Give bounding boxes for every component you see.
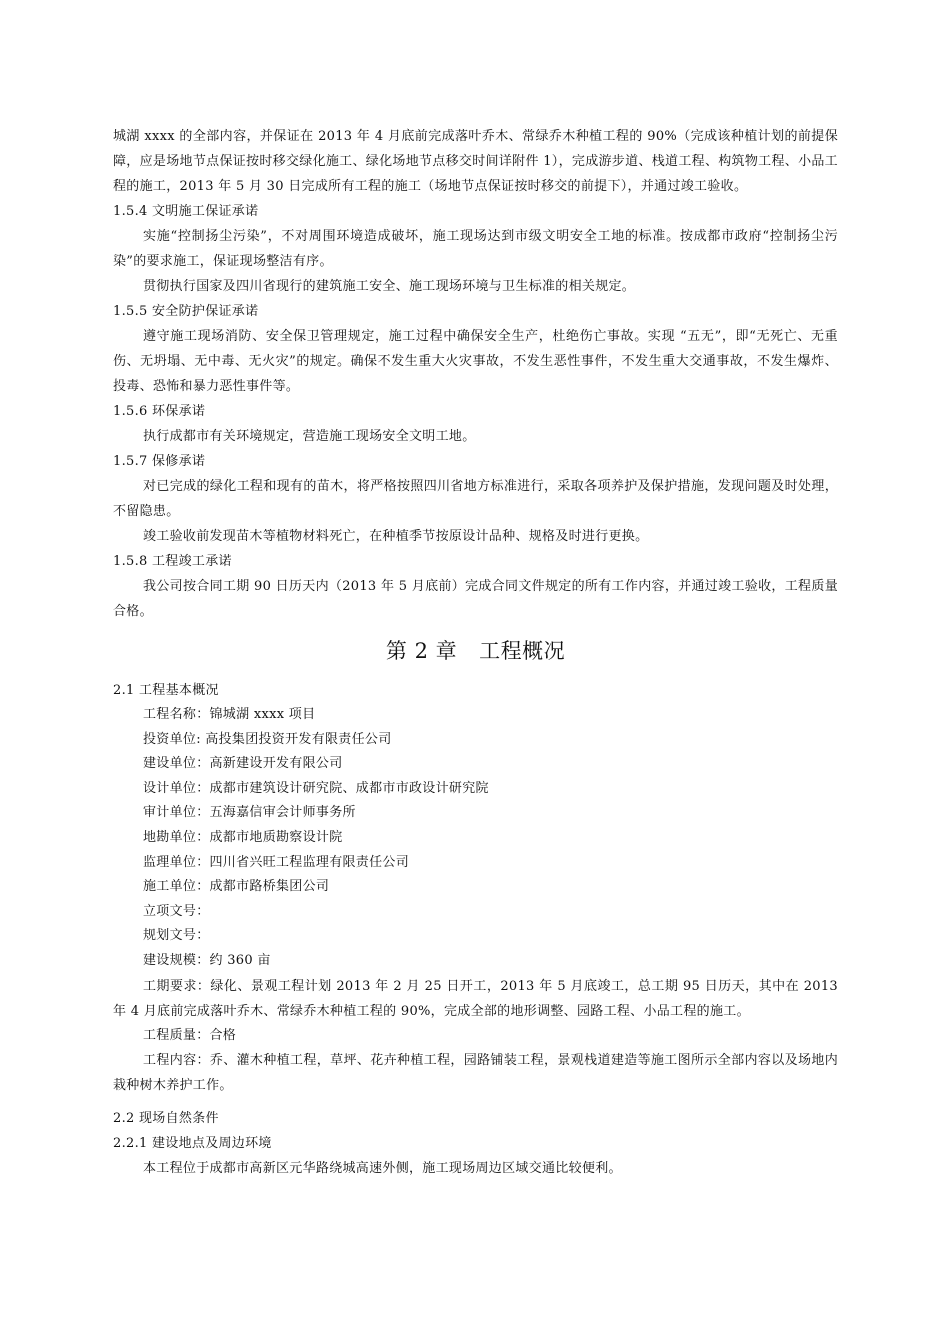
chapter-title [113, 636, 838, 666]
paragraph: 贯彻执行国家及四川省现行的建筑施工安全、施工现场环境与卫生标准的相关规定。 [143, 279, 636, 294]
paragraph: 对已完成的绿化工程和现有的苗木，将严格按照四川省地方标准进行，采取各项养护及保护措施，发现问题及时处理，不留隐患。 [113, 479, 838, 519]
section-heading-1-5-7: 1.5.7 保修承诺 [113, 454, 206, 469]
scale-field: 建设规模：约 360 亩 [143, 952, 271, 968]
investor-field: 投资单位: 高投集团投资开发有限责任公司 [143, 731, 392, 747]
paragraph: 我公司按合同工期 90 日历天内（2013 年 5 月底前）完成合同文件规定的所有工作内容，并通过竣工验收，工程质量合格。 [113, 579, 838, 619]
section-heading-2-2-1: 2.2.1 建设地点及周边环境 [113, 1136, 272, 1152]
auditor-field: 审计单位：五海嘉信审会计师事务所 [143, 805, 356, 821]
paragraph: 本工程位于成都市高新区元华路绕城高速外侧，施工现场周边区域交通比较便利。 [143, 1161, 622, 1177]
paragraph: 实施“控制扬尘污染”，不对周围环境造成破坏，施工现场达到市级文明安全工地的标准。按成都市政府“控制扬尘污染”的要求施工，保证现场整洁有序。 [113, 229, 838, 269]
planning-number-field: 规划文号： [143, 928, 210, 944]
survey-field: 地勘单位：成都市地质勘察设计院 [143, 829, 343, 845]
quality-field: 工程质量：合格 [143, 1027, 237, 1043]
paragraph: 竣工验收前发现苗木等植物材料死亡，在种植季节按原设计品种、规格及时进行更换。 [143, 529, 649, 544]
chapter-number: 第 2 章 [385, 639, 458, 663]
section-heading-1-5-6: 1.5.6 环保承诺 [113, 404, 206, 419]
section-heading-1-5-8: 1.5.8 工程竣工承诺 [113, 554, 232, 569]
approval-number-field: 立项文号： [143, 903, 210, 919]
section-heading-2-1: 2.1 工程基本概况 [113, 683, 219, 698]
paragraph: 执行成都市有关环境规定，营造施工现场安全文明工地。 [143, 429, 476, 444]
schedule-paragraph: 工期要求：绿化、景观工程计划 2013 年 2 月 25 日开工，2013 年 5 月底竣工，总工期 95 日历天，其中在 2013 年 4 月底前完成落叶乔木、常绿乔木种植工程的 90%，完成全部的地形调整、园路工程、小品工程的施工。 [113, 978, 838, 1019]
paragraph: 遵守施工现场消防、安全保卫管理规定，施工过程中确保安全生产，杜绝伤亡事故。实现 “五无”，即“无死亡、无重伤、无坍塌、无中毒、无火灾”的规定。确保不发生重大火灾事故，不发生恶性事件，不发生重大交通事故，不发生爆炸、投毒、恐怖和暴力恶性事件等。 [113, 329, 838, 394]
contractor-field: 施工单位：成都市路桥集团公司 [143, 879, 330, 895]
supervisor-field: 监理单位：四川省兴旺工程监理有限责任公司 [143, 854, 410, 870]
section-heading-2-2: 2.2 现场自然条件 [113, 1111, 219, 1127]
intro-paragraph: 城湖 xxxx 的全部内容，并保证在 2013 年 4 月底前完成落叶乔木、常绿乔木种植工程的 90%（完成该种植计划的前提保障，应是场地节点保证按时移交绿化施工、绿化场地节点移交时间详附件 1），完成游步道、栈道工程、构筑物工程、小品工程的施工，2013 年 5 月 30 日完成所有工程的施工（场地节点保证按时移交的前提下），并通过竣工验收。 [113, 129, 838, 194]
document-page [113, 124, 838, 1181]
content-paragraph: 工程内容：乔、灌木种植工程，草坪、花卉种植工程，园路铺装工程，景观栈道建造等施工图所示全部内容以及场地内栽种树木养护工作。 [113, 1053, 838, 1094]
chapter-name: 工程概况 [479, 639, 566, 663]
project-name-field: 工程名称：锦城湖 xxxx 项目 [143, 707, 316, 722]
designer-field: 设计单位：成都市建筑设计研究院、成都市市政设计研究院 [143, 780, 489, 796]
developer-field: 建设单位：高新建设开发有限公司 [143, 756, 343, 772]
section-heading-1-5-5: 1.5.5 安全防护保证承诺 [113, 304, 259, 319]
section-heading-1-5-4: 1.5.4 文明施工保证承诺 [113, 204, 259, 219]
